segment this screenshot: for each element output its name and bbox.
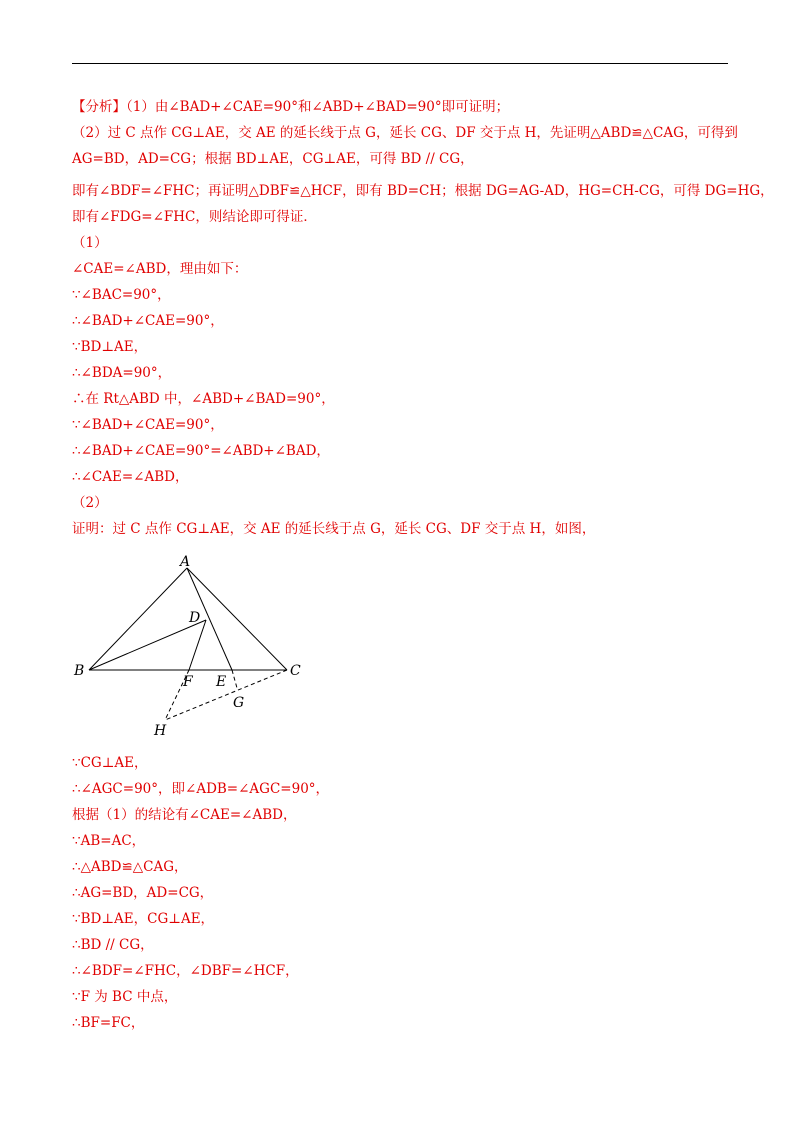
text-line: 【分析】（1）由∠BAD+∠CAE=90°和∠ABD+∠BAD=90°即可证明；	[72, 99, 510, 115]
point-label-f: F	[183, 674, 193, 690]
text-line: 证明：过 C 点作 CG⊥AE，交 AE 的延长线于点 G，延长 CG、DF 交于点 H，如图，	[72, 521, 596, 537]
text-line: ∴∠AGC=90°，即∠ADB=∠AGC=90°，	[72, 781, 330, 797]
text-line: ∠CAE=∠ABD，理由如下：	[72, 261, 248, 277]
text-line: （2）	[72, 495, 108, 511]
text-line: ∴∠BAD+∠CAE=90°=∠ABD+∠BAD，	[72, 443, 330, 459]
text-line: ∴∠BDA=90°，	[72, 365, 172, 381]
text-line: （1）	[72, 235, 108, 251]
text-line: （2）过 C 点作 CG⊥AE，交 AE 的延长线于点 G，延长 CG、DF 交于点 H，先证明△ABD≌△CAG，可得到	[72, 125, 738, 141]
text-line: 即有∠FDG=∠FHC，则结论即可得证．	[72, 209, 317, 225]
text-line: ∴AG=BD，AD=CG，	[72, 885, 214, 901]
text-line: ∴BF=FC，	[72, 1015, 145, 1031]
header-rule	[72, 63, 728, 64]
text-line: ∴BD // CG，	[72, 937, 154, 953]
text-line: ∴∠CAE=∠ABD，	[72, 469, 189, 485]
text-line: 根据（1）的结论有∠CAE=∠ABD，	[72, 807, 297, 823]
text-line: ∵CG⊥AE，	[72, 755, 148, 771]
point-label-g: G	[233, 695, 245, 711]
text-line: ∵∠BAC=90°，	[72, 287, 171, 303]
text-line: ∴△ABD≌△CAG，	[72, 859, 188, 875]
text-line: ∵∠BAD+∠CAE=90°，	[72, 417, 224, 433]
geometry-figure	[72, 552, 312, 742]
point-label-h: H	[154, 723, 167, 739]
point-label-a: A	[180, 554, 191, 570]
text-line: ∵BD⊥AE，CG⊥AE，	[72, 911, 215, 927]
text-line: 即有∠BDF=∠FHC；再证明△DBF≌△HCF，即有 BD=CH；根据 DG=AG-AD，HG=CH-CG，可得 DG=HG，	[72, 183, 774, 199]
text-line: ∴∠BDF=∠FHC，∠DBF=∠HCF，	[72, 963, 299, 979]
text-line: ∵BD⊥AE，	[72, 339, 148, 355]
text-line: ∴在 Rt△ABD 中，∠ABD+∠BAD=90°，	[72, 391, 335, 407]
point-label-c: C	[290, 663, 301, 679]
text-line: ∵AB=AC，	[72, 833, 146, 849]
point-label-d: D	[189, 610, 201, 626]
text-line: AG=BD，AD=CG；根据 BD⊥AE，CG⊥AE，可得 BD // CG，	[72, 151, 474, 167]
point-label-e: E	[216, 674, 227, 690]
text-line: ∴∠BAD+∠CAE=90°，	[72, 313, 224, 329]
point-label-b: B	[74, 663, 85, 679]
text-line: ∵F 为 BC 中点，	[72, 989, 178, 1005]
